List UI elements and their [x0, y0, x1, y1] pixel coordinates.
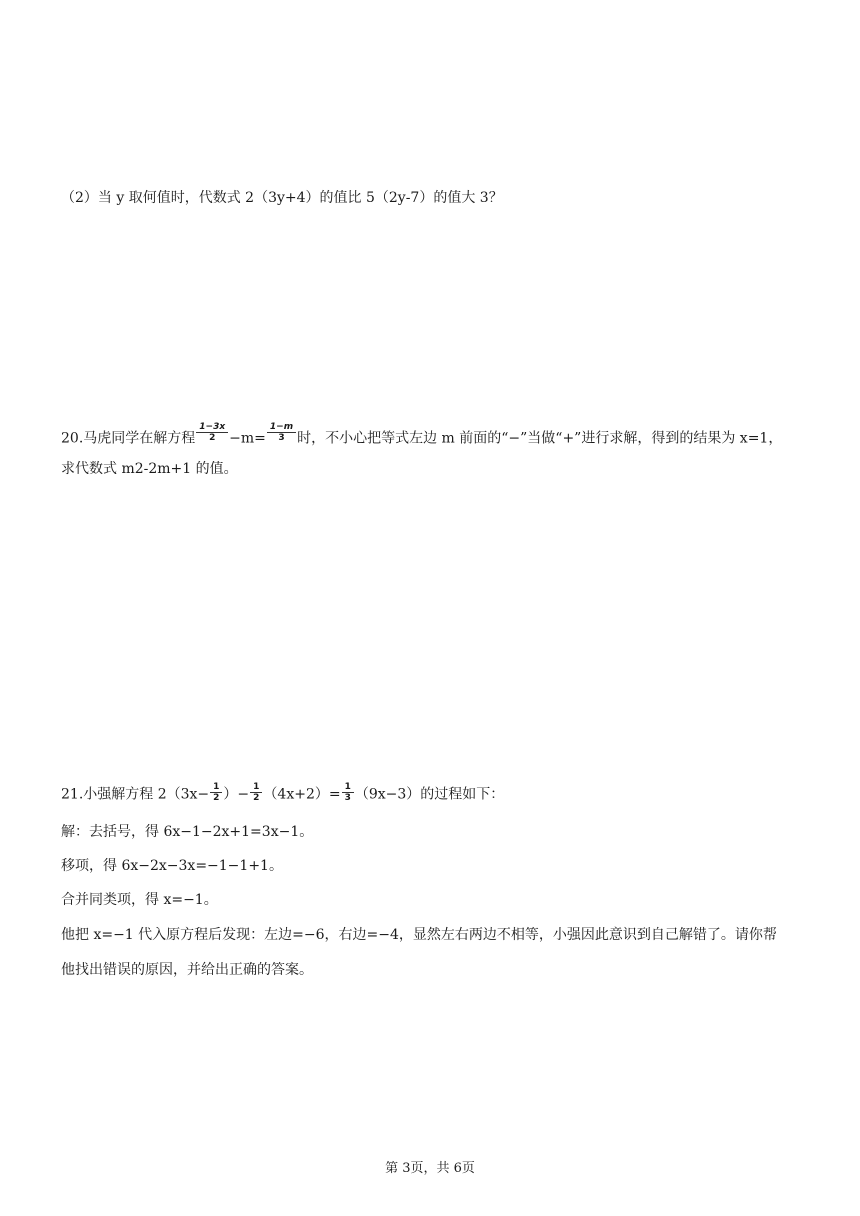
fraction-denominator: 2	[253, 793, 260, 803]
fraction-numerator: 1	[250, 782, 262, 793]
fraction-denominator: 3	[344, 793, 351, 803]
q20-prefix: 20.马虎同学在解方程	[61, 430, 196, 447]
fraction-denominator: 3	[278, 433, 285, 443]
fraction-numerator: 1−3x	[196, 422, 228, 433]
question-21-step-1: 解：去括号，得 6x−1−2x+1=3x−1。	[61, 824, 314, 840]
question-20-line-1	[61, 422, 783, 449]
page-footer: 第 3页，共 6页	[385, 1161, 475, 1176]
fraction-1-over-3	[342, 782, 354, 803]
q20-suffix: 时，不小心把等式左边 m 前面的“−”当做“+”进行求解，得到的结果为 x=1，	[297, 430, 783, 447]
q21-prefix: 21.小强解方程 2（3x−	[61, 786, 210, 803]
question-21-line-4: 他把 x=−1 代入原方程后发现：左边=−6，右边=−4，显然左右两边不相等，小强因此意识到自己解错了。请你帮	[61, 927, 777, 943]
question-21-line-1	[61, 784, 504, 805]
question-20-line-2: 求代数式 m2-2m+1 的值。	[61, 461, 238, 477]
fraction-numerator: 1	[210, 782, 222, 793]
fraction-1-over-2	[210, 782, 222, 803]
q21-seg2: ）−	[223, 786, 250, 803]
fraction-numerator: 1	[342, 782, 354, 793]
q21-suffix: （9x−3）的过程如下：	[354, 786, 505, 803]
question-21-step-2: 移项，得 6x−2x−3x=−1−1+1。	[61, 858, 283, 874]
question-19-part-2: （2）当 y 取何值时，代数式 2（3y+4）的值比 5（2y-7）的值大 3？	[61, 190, 503, 206]
fraction-1-minus-m-over-3	[267, 422, 296, 443]
question-21-line-5: 他找出错误的原因，并给出正确的答案。	[61, 962, 313, 978]
fraction-1-over-2	[250, 782, 262, 803]
question-21-step-3: 合并同类项，得 x=−1。	[61, 892, 218, 908]
fraction-denominator: 2	[213, 793, 220, 803]
fraction-numerator: 1−m	[267, 422, 296, 433]
fraction-1-minus-3x-over-2	[196, 422, 228, 443]
fraction-denominator: 2	[209, 433, 216, 443]
q20-mid: −m=	[229, 430, 266, 447]
q21-seg3: （4x+2）=	[263, 786, 341, 803]
